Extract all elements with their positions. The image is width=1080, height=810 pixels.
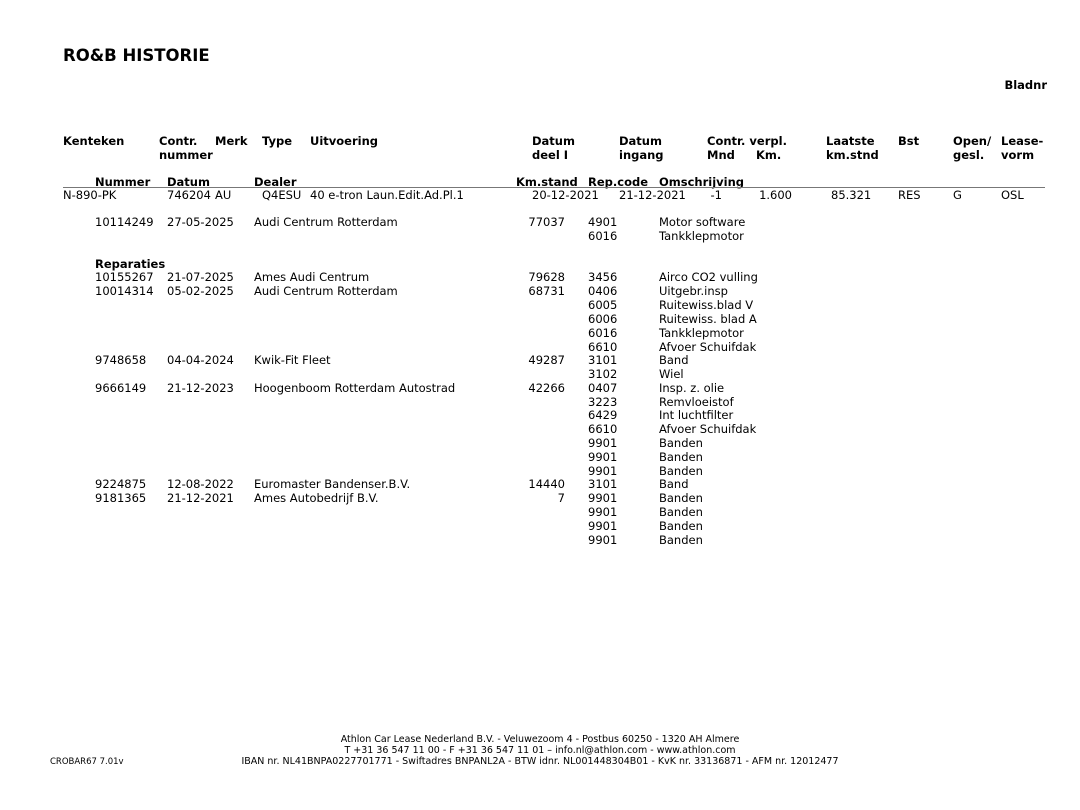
header-type: Type <box>262 134 293 148</box>
repair-dealer: Kwik-Fit Fleet <box>254 353 331 367</box>
record-dealer: Audi Centrum Rotterdam <box>254 215 398 229</box>
repair-dealer: Ames Audi Centrum <box>254 270 370 284</box>
repair-code: 6016 <box>588 326 618 340</box>
repair-desc: Tankklepmotor <box>659 326 744 340</box>
page-number-label: Bladnr <box>1004 78 1047 92</box>
repair-desc: Banden <box>659 450 703 464</box>
repair-desc: Insp. z. olie <box>659 381 725 395</box>
header-uitvoering: Uitvoering <box>310 134 379 148</box>
record-code: 4901 <box>588 215 618 229</box>
vehicle-merk: AU <box>215 188 232 202</box>
record-datum: 27-05-2025 <box>167 215 234 229</box>
header-laatste-2: km.stnd <box>826 148 879 162</box>
repair-code: 9901 <box>588 464 618 478</box>
record-nummer: 10114249 <box>95 215 154 229</box>
repair-code: 6005 <box>588 298 618 312</box>
footer-bank: IBAN nr. NL41BNPA0227701771 - Swiftadres BNPANL2A - BTW idnr. NL001448304B01 - KvK nr. 33136871 - AFM nr. 12012477 <box>241 756 839 767</box>
repair-desc: Remvloeistof <box>659 395 734 409</box>
vehicle-bst: RES <box>898 188 921 202</box>
header-contr: Contr. <box>159 134 198 148</box>
vehicle-type: Q4ESU <box>262 188 302 202</box>
reparaties-heading: Reparaties <box>95 257 166 271</box>
repair-km: 68731 <box>528 284 565 298</box>
repair-desc: Banden <box>659 519 703 533</box>
repair-dealer: Euromaster Bandenser.B.V. <box>254 477 411 491</box>
repair-nummer: 9748658 <box>95 353 147 367</box>
repair-desc: Uitgebr.insp <box>659 284 728 298</box>
vehicle-contract: 746204 <box>167 188 211 202</box>
repair-desc: Afvoer Schuifdak <box>659 340 757 354</box>
repair-code: 3101 <box>588 477 618 491</box>
repair-datum: 21-12-2023 <box>167 381 234 395</box>
footer-address: Athlon Car Lease Nederland B.V. - Veluwezoom 4 - Postbus 60250 - 1320 AH Almere <box>340 734 740 745</box>
repair-km: 14440 <box>528 477 565 491</box>
repair-code: 3101 <box>588 353 618 367</box>
repair-datum: 21-12-2021 <box>167 491 234 505</box>
repair-code: 9901 <box>588 505 618 519</box>
header-open-2: gesl. <box>953 148 985 162</box>
repair-code: 0407 <box>588 381 618 395</box>
vehicle-open: G <box>953 188 962 202</box>
vehicle-datum-deel: 20-12-2021 <box>532 188 599 202</box>
repair-nummer: 10014314 <box>95 284 154 298</box>
repair-code: 6610 <box>588 340 618 354</box>
repair-km: 79628 <box>528 270 565 284</box>
page-title: RO&B HISTORIE <box>63 46 210 65</box>
vehicle-mnd: -1 <box>710 188 722 202</box>
header-datum-deel-2: deel I <box>532 148 569 162</box>
repair-km: 42266 <box>528 381 565 395</box>
repair-nummer: 10155267 <box>95 270 154 284</box>
repair-nummer: 9224875 <box>95 477 147 491</box>
repair-km: 49287 <box>528 353 565 367</box>
repair-code: 6610 <box>588 422 618 436</box>
subheader-omschrijving: Omschrijving <box>659 175 745 189</box>
repair-desc: Banden <box>659 464 703 478</box>
repair-datum: 21-07-2025 <box>167 270 234 284</box>
footer-contact: T +31 36 547 11 00 - F +31 36 547 11 01 – info.nl@athlon.com - www.athlon.com <box>344 745 736 756</box>
vehicle-datum-ingang: 21-12-2021 <box>619 188 686 202</box>
repair-desc: Band <box>659 477 689 491</box>
repair-code: 0406 <box>588 284 618 298</box>
repair-dealer: Audi Centrum Rotterdam <box>254 284 398 298</box>
repair-code: 6429 <box>588 408 618 422</box>
vehicle-uitvoering: 40 e-tron Laun.Edit.Ad.Pl.1 <box>310 188 464 202</box>
record-km: 77037 <box>528 215 565 229</box>
repair-datum: 04-04-2024 <box>167 353 234 367</box>
header-merk: Merk <box>215 134 248 148</box>
repair-datum: 12-08-2022 <box>167 477 234 491</box>
repair-code: 3223 <box>588 395 618 409</box>
repair-code: 3456 <box>588 270 618 284</box>
repair-code: 9901 <box>588 533 618 547</box>
header-datum-ingang-2: ingang <box>619 148 664 162</box>
repair-nummer: 9181365 <box>95 491 147 505</box>
header-mnd: Mnd <box>707 148 735 162</box>
header-bst: Bst <box>898 134 920 148</box>
subheader-kmstand: Km.stand <box>516 175 578 189</box>
repair-nummer: 9666149 <box>95 381 147 395</box>
repair-km: 7 <box>557 491 565 505</box>
footer-form-code: CROBAR67 7.01v <box>50 757 124 767</box>
repair-desc: Afvoer Schuifdak <box>659 422 757 436</box>
header-datum-ingang: Datum <box>619 134 662 148</box>
repair-desc: Banden <box>659 505 703 519</box>
repair-code: 9901 <box>588 436 618 450</box>
header-lease-2: vorm <box>1001 148 1035 162</box>
subheader-datum: Datum <box>167 175 210 189</box>
vehicle-kenteken: N-890-PK <box>63 188 117 202</box>
repair-desc: Banden <box>659 533 703 547</box>
repair-desc: Wiel <box>659 367 684 381</box>
repair-desc: Airco CO2 vulling <box>659 270 758 284</box>
repair-desc: Int luchtfilter <box>659 408 734 422</box>
repair-datum: 05-02-2025 <box>167 284 234 298</box>
header-contr-nummer: nummer <box>159 148 213 162</box>
record-desc: Tankklepmotor <box>659 229 744 243</box>
repair-desc: Banden <box>659 436 703 450</box>
subheader-nummer: Nummer <box>95 175 151 189</box>
repair-dealer: Ames Autobedrijf B.V. <box>254 491 379 505</box>
vehicle-km: 1.600 <box>759 188 792 202</box>
header-open: Open/ <box>953 134 992 148</box>
repair-code: 3102 <box>588 367 618 381</box>
record-desc: Motor software <box>659 215 746 229</box>
repair-desc: Band <box>659 353 689 367</box>
header-kenteken: Kenteken <box>63 134 125 148</box>
header-km: Km. <box>756 148 782 162</box>
repair-desc: Ruitewiss. blad A <box>659 312 757 326</box>
repair-desc: Banden <box>659 491 703 505</box>
header-contr-verpl: Contr. verpl. <box>707 134 787 148</box>
repair-code: 9901 <box>588 519 618 533</box>
header-laatste: Laatste <box>826 134 875 148</box>
subheader-repcode: Rep.code <box>588 175 649 189</box>
repair-code: 9901 <box>588 450 618 464</box>
header-lease: Lease- <box>1001 134 1044 148</box>
repair-code: 6006 <box>588 312 618 326</box>
record-code: 6016 <box>588 229 618 243</box>
repair-dealer: Hoogenboom Rotterdam Autostrad <box>254 381 456 395</box>
header-datum-deel: Datum <box>532 134 575 148</box>
subheader-dealer: Dealer <box>254 175 297 189</box>
repair-desc: Ruitewiss.blad V <box>659 298 754 312</box>
vehicle-laatste-km: 85.321 <box>831 188 872 202</box>
vehicle-lease: OSL <box>1001 188 1024 202</box>
repair-code: 9901 <box>588 491 618 505</box>
